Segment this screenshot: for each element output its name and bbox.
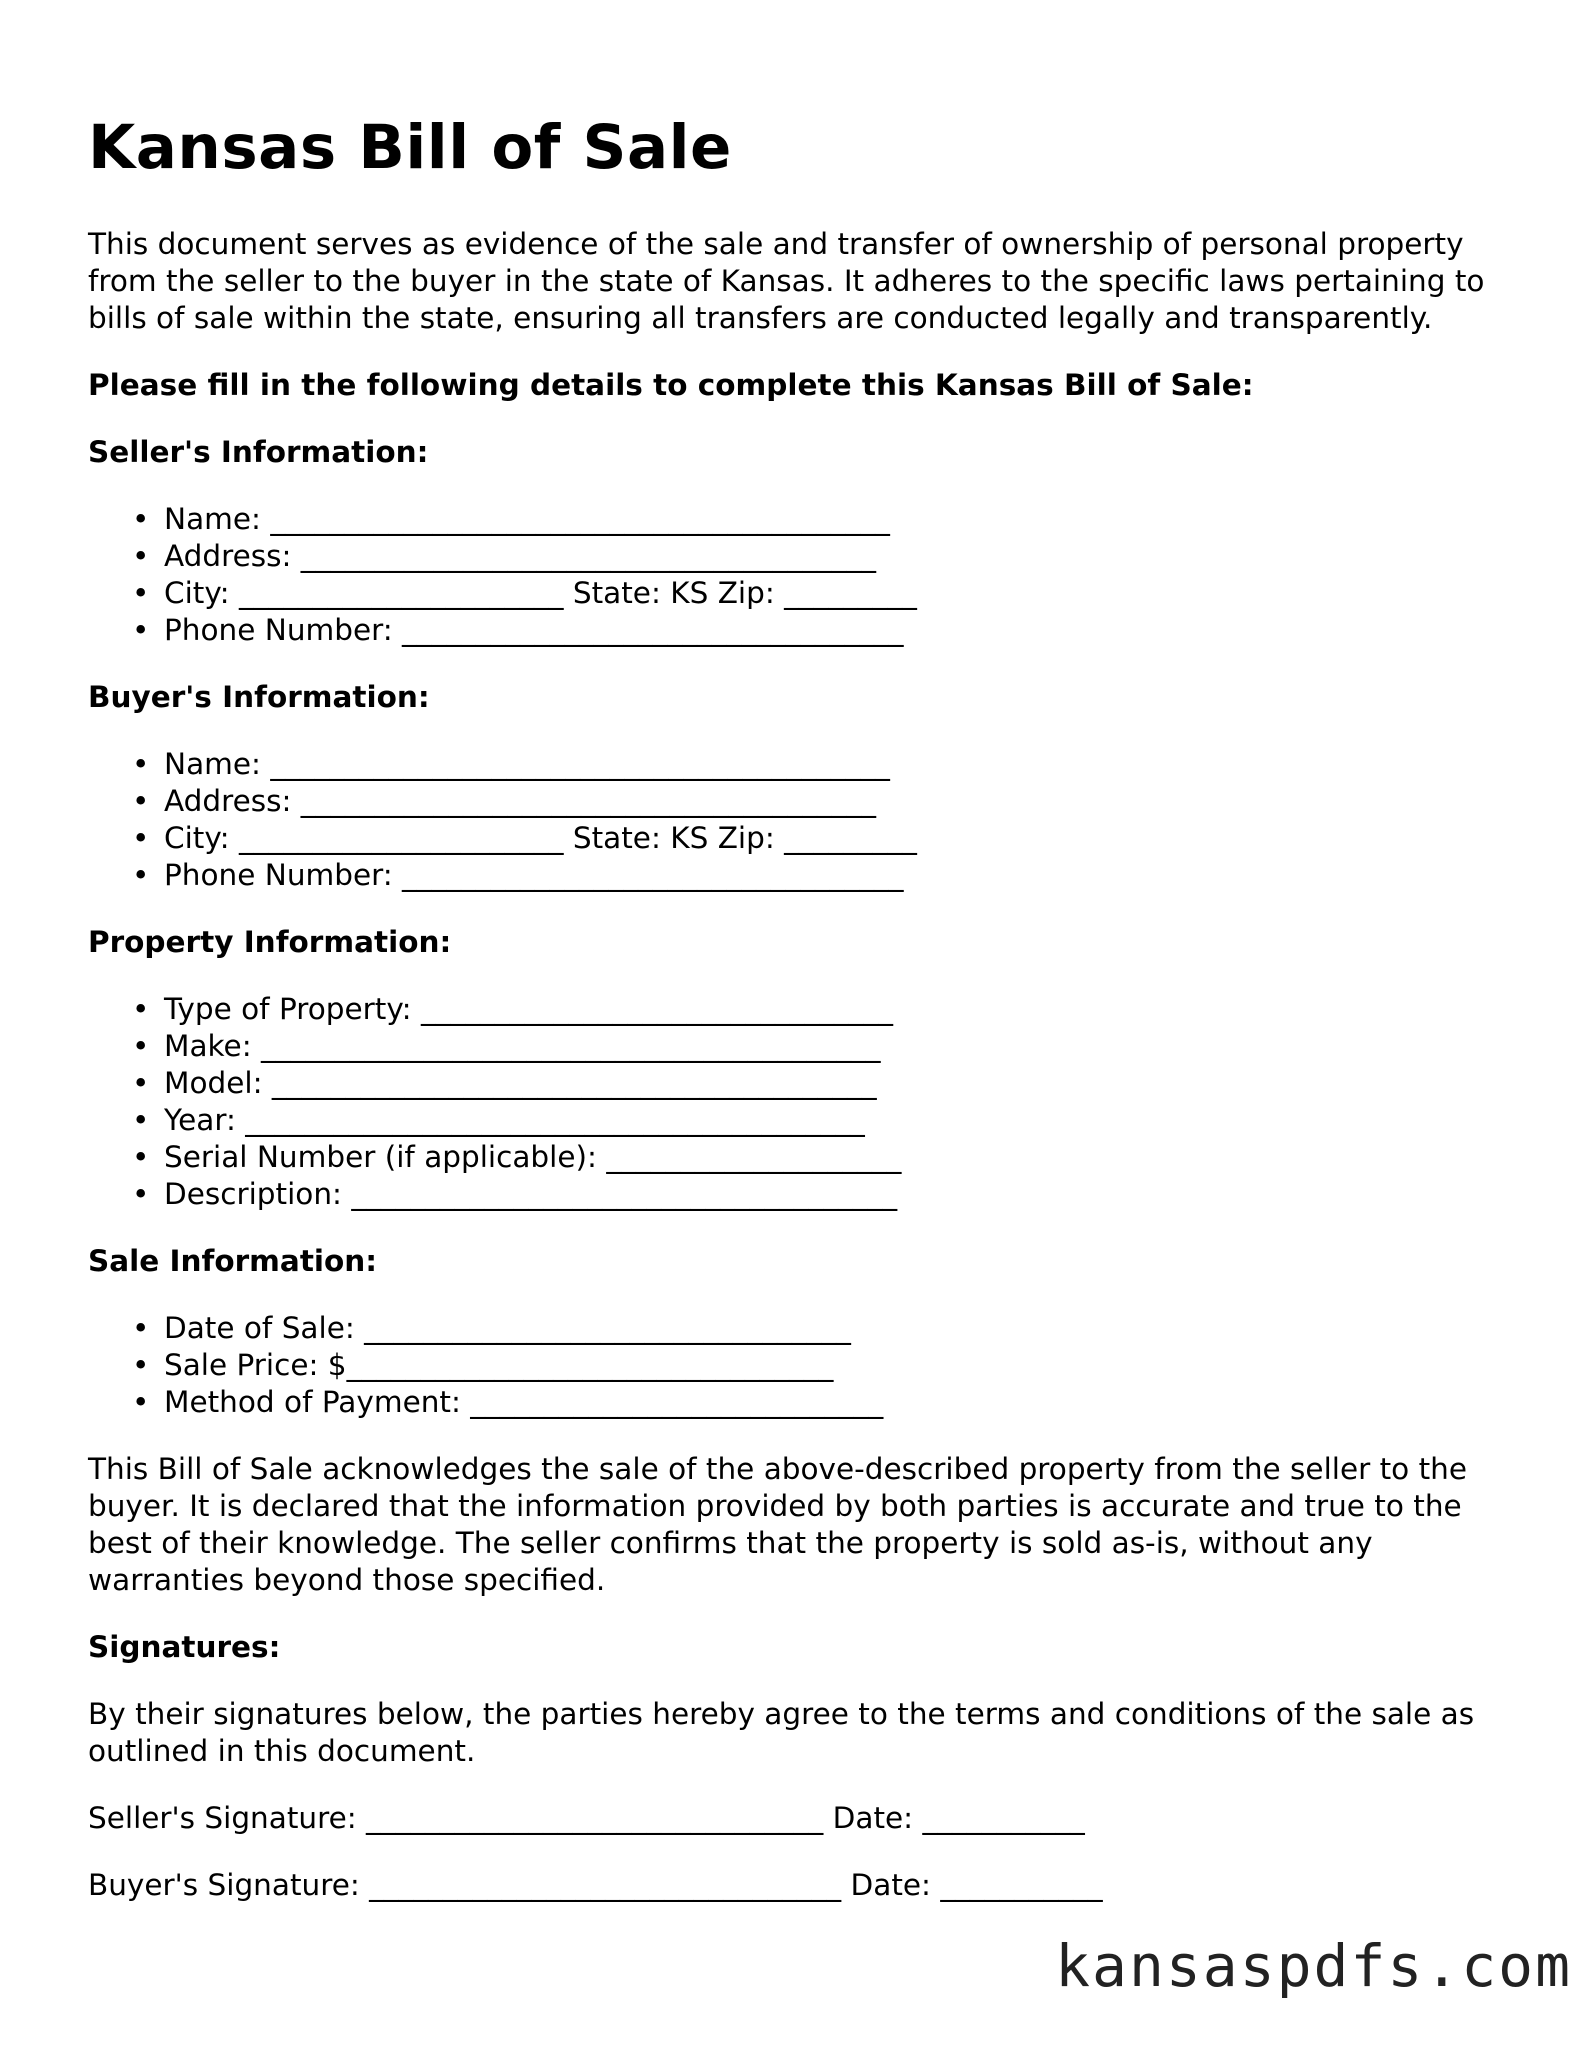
buyer-address-field[interactable]: • Address: _______________________________________: [132, 784, 877, 818]
buyer-name-field[interactable]: • Name: __________________________________________: [132, 747, 890, 781]
bullet-icon: •: [132, 1348, 150, 1382]
property-type-field[interactable]: • Type of Property: ________________________________: [132, 992, 893, 1026]
signatures-statement: By their signatures below, the parties hereby agree to the terms and conditions of the sale as outlined in this document.: [88, 1697, 1475, 1768]
instructions-heading: Please fill in the following details to complete this Kansas Bill of Sale:: [88, 368, 1254, 402]
buyer-section-heading: Buyer's Information:: [88, 680, 430, 714]
sale-date-field[interactable]: • Date of Sale: _________________________________: [132, 1311, 851, 1345]
bullet-icon: •: [132, 576, 150, 610]
bullet-icon: •: [132, 1103, 150, 1137]
bullet-icon: •: [132, 821, 150, 855]
watermark-text: kansaspdfs.com: [1051, 1932, 1576, 2000]
seller-address-field[interactable]: • Address: _______________________________________: [132, 539, 877, 573]
signatures-section-heading: Signatures:: [88, 1630, 281, 1664]
document-page: [88, 108, 1508, 1934]
document-title: Kansas Bill of Sale: [88, 112, 732, 183]
property-fields-list: [88, 991, 1508, 1213]
bullet-icon: •: [132, 1385, 150, 1419]
property-serial-field[interactable]: • Serial Number (if applicable): ____________________: [132, 1140, 902, 1174]
intro-paragraph: This document serves as evidence of the sale and transfer of ownership of personal property from the seller to the buyer in the state of Kansas. It adheres to the specific laws pertaining to bills of sale within the state, ensuring all transfers are conducted legally and transparently.: [88, 227, 1485, 335]
buyer-city-state-zip-field[interactable]: • City: ______________________ State: KS Zip: _________: [132, 821, 917, 855]
seller-phone-field[interactable]: • Phone Number: __________________________________: [132, 613, 904, 647]
property-section-heading: Property Information:: [88, 925, 452, 959]
buyer-signature-line[interactable]: Buyer's Signature: ________________________________ Date: ___________: [88, 1868, 1103, 1902]
buyer-fields-list: [88, 746, 1508, 894]
bullet-icon: •: [132, 502, 150, 536]
bullet-icon: •: [132, 1140, 150, 1174]
bullet-icon: •: [132, 539, 150, 573]
property-description-field[interactable]: • Description: _____________________________________: [132, 1177, 898, 1211]
property-year-field[interactable]: • Year: __________________________________________: [132, 1103, 865, 1137]
bullet-icon: •: [132, 1311, 150, 1345]
bullet-icon: •: [132, 1066, 150, 1100]
seller-section-heading: Seller's Information:: [88, 435, 429, 469]
seller-signature-line[interactable]: Seller's Signature: _______________________________ Date: ___________: [88, 1801, 1085, 1835]
buyer-phone-field[interactable]: • Phone Number: __________________________________: [132, 858, 904, 892]
bullet-icon: •: [132, 858, 150, 892]
bullet-icon: •: [132, 992, 150, 1026]
bullet-icon: •: [132, 1177, 150, 1211]
payment-method-field[interactable]: • Method of Payment: ____________________________: [132, 1385, 884, 1419]
bullet-icon: •: [132, 747, 150, 781]
sale-section-heading: Sale Information:: [88, 1244, 378, 1278]
seller-fields-list: [88, 501, 1508, 649]
sale-fields-list: [88, 1310, 1508, 1421]
property-model-field[interactable]: • Model: _________________________________________: [132, 1066, 877, 1100]
bullet-icon: •: [132, 1029, 150, 1063]
acknowledgment-paragraph: This Bill of Sale acknowledges the sale of the above-described property from the seller to the buyer. It is declared that the information provided by both parties is accurate and true to the best of their knowledge. The seller confirms that the property is sold as-is, without any warranties beyond those specified.: [88, 1452, 1468, 1597]
bullet-icon: •: [132, 784, 150, 818]
property-make-field[interactable]: • Make: __________________________________________: [132, 1029, 881, 1063]
seller-name-field[interactable]: • Name: __________________________________________: [132, 502, 890, 536]
seller-city-state-zip-field[interactable]: • City: ______________________ State: KS Zip: _________: [132, 576, 917, 610]
bullet-icon: •: [132, 613, 150, 647]
sale-price-field[interactable]: • Sale Price: $_________________________________: [132, 1348, 834, 1382]
